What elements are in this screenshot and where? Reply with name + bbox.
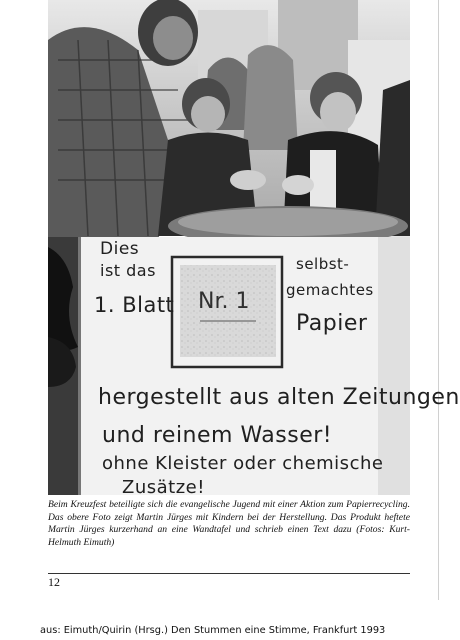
board-text-zusaetze: Zusätze! [122, 477, 205, 498]
photo-wall-board [48, 237, 460, 498]
board-text-dies: Dies [100, 239, 140, 259]
paper-sample-label: Nr. 1 [198, 289, 250, 314]
photo-paper-making-image [48, 0, 410, 236]
page-edge-line [438, 0, 439, 600]
board-text-ohne-kleister: ohne Kleister oder chemische [102, 453, 384, 474]
photo-caption: Beim Kreuzfest beteiligte sich die evangelische Jugend mit einer Aktion zum Papierrecycling. Das obere Foto zeigt Martin Jürges mit Kindern bei der Herstellung. Das Produkt heftete Martin Jürges kurzerhand an eine Wandtafel und schrieb einen Text dazu (Fotos: Kurt-Helmuth Eimuth) [48, 499, 410, 548]
photo-paper-making [48, 0, 410, 236]
board-text-gemachtes: gemachtes [286, 281, 374, 299]
board-text-papier: Papier [296, 311, 368, 336]
page-number: 12 [48, 575, 60, 589]
board-text-blatt: 1. Blatt [94, 293, 175, 317]
board-text-hergestellt: hergestellt aus alten Zeitungen [98, 385, 460, 410]
board-text-wasser: und reinem Wasser! [102, 423, 333, 448]
source-citation: aus: Eimuth/Quirin (Hrsg.) Den Stummen eine Stimme, Frankfurt 1993 [40, 625, 386, 636]
board-text-ist-das: ist das [100, 261, 156, 280]
footer-rule [48, 573, 410, 574]
board-text-selbst: selbst- [296, 255, 350, 273]
